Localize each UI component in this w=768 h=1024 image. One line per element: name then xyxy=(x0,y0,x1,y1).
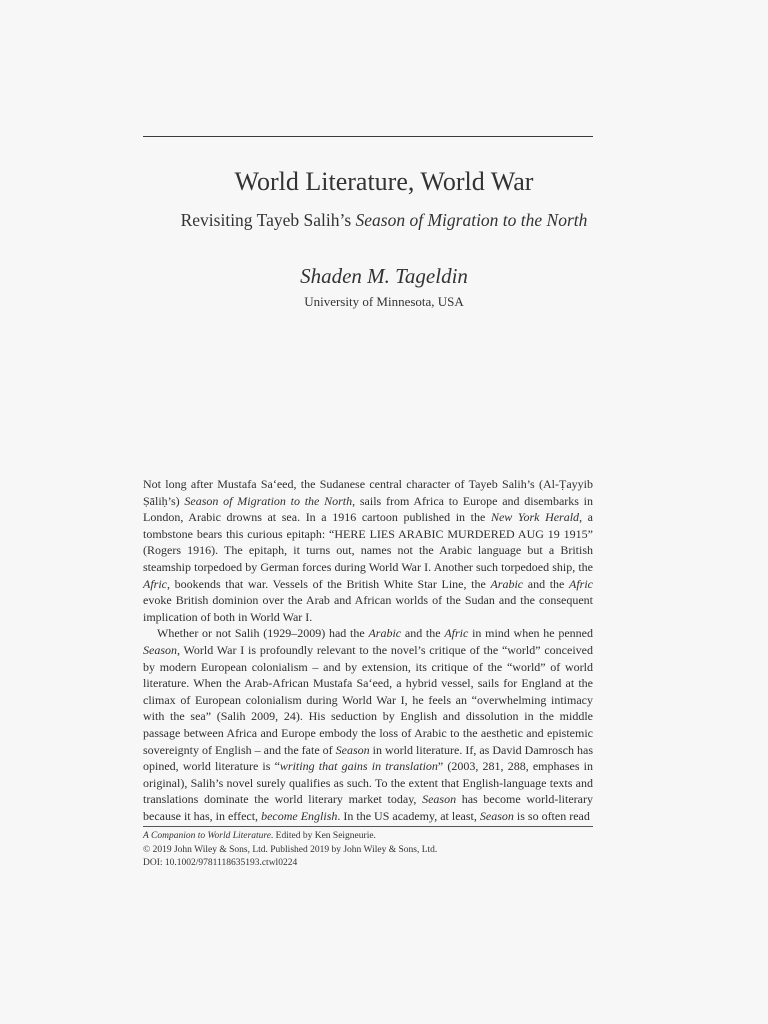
paragraph-2 xyxy=(143,625,593,824)
footer-rule xyxy=(143,826,593,827)
text-run: , World War I is profoundly relevant to the novel’s critique of the “world” conceived by modern European colonialism – and by extension, its critique of the “world” of world literature. When the Arab‑African Mustafa Sa‘eed, a hybrid vessel, sails for England at the climax of European colonialism during World War I, he feels an “overwhelming intimacy with the sea” (Salih 2009, 24). His seduction by English and dissolution in the middle passage between Africa and Europe embody the loss of Arabic to the aesthetic and epistemic sovereignty of English – and the fate of xyxy=(143,642,593,757)
italic-text: Afric xyxy=(444,626,469,641)
text-run: and the xyxy=(401,626,445,641)
subtitle-lead: Revisiting Tayeb Salih’s xyxy=(180,210,356,230)
text-run: ” (2003, 281, 288, emphases in original), Salih’s novel surely qualifies as such. To the extent that English‑language texts and translations dominate the world literary market today, xyxy=(143,759,593,807)
text-run: , sails from Africa to Europe and disembarks in London, Arabic drowns at sea. In a 1916 cartoon published in the xyxy=(143,493,594,525)
author-name: Shaden M. Tageldin xyxy=(300,264,468,288)
paragraph-1 xyxy=(143,476,593,625)
italic-text: Season xyxy=(479,808,514,823)
chapter-subtitle xyxy=(0,210,768,231)
italic-text: become English xyxy=(261,808,338,823)
subtitle-book-title: Season of Migration to the North xyxy=(355,210,588,230)
text-run: and the xyxy=(523,576,569,591)
footer xyxy=(143,830,593,871)
text-run: , bookends that war. Vessels of the British White Star Line, the xyxy=(167,576,491,591)
italic-text: Arabic xyxy=(368,626,402,641)
italic-text: Season xyxy=(422,792,457,807)
chapter-title: World Literature, World War xyxy=(234,167,534,196)
footer-citation xyxy=(143,830,593,844)
italic-text: Afric xyxy=(569,576,593,591)
text-run: Not long after Mustafa Sa‘eed, the Sudanese central character of Tayeb Salih’s (Al‑Ṭayyib Ṣāliḥ’s) xyxy=(143,477,593,508)
text-run: in mind when he penned xyxy=(468,626,593,641)
footer-doi: DOI: 10.1002/9781118635193.ctwl0224 xyxy=(143,858,298,868)
text-run: Whether or not Salih (1929–2009) had the xyxy=(157,626,369,641)
top-rule xyxy=(143,136,593,137)
footer-book-title: A Companion to World Literature xyxy=(143,831,271,841)
text-run: evoke British dominion over the Arab and African worlds of the Sudan and the consequent implication of both in World War I. xyxy=(143,593,593,624)
text-run: is so often read xyxy=(513,808,590,823)
footer-editor: . Edited by Ken Seigneurie. xyxy=(270,831,376,841)
italic-text: writing that gains in translation xyxy=(279,759,438,774)
italic-text: New York Herald xyxy=(490,510,580,525)
italic-text: Season of Migration to the North xyxy=(184,493,353,508)
body-text xyxy=(143,476,593,824)
text-run: in world literature. If, as David Damrosch has opined, world literature is “ xyxy=(143,742,593,774)
italic-text: Season xyxy=(335,742,370,757)
italic-text: Arabic xyxy=(490,576,524,591)
text-run: has become world‑literary because it has, in effect, xyxy=(143,792,593,823)
italic-text: Season xyxy=(143,642,177,657)
footer-copyright: © 2019 John Wiley & Sons, Ltd. Published 2019 by John Wiley & Sons, Ltd. xyxy=(143,844,438,855)
author-affiliation: University of Minnesota, USA xyxy=(304,294,464,309)
text-run: , a tombstone bears this curious epitaph: “HERE LIES ARABIC MURDERED AUG 19 1915” (Rogers 1916). The epitaph, it turns out, names not the Arabic language but a British steamship torpedoed by German forces during World War I. Another such torpedoed ship, the xyxy=(143,510,594,574)
italic-text: Afric xyxy=(143,576,167,591)
text-run: . In the US academy, at least, xyxy=(337,808,480,823)
